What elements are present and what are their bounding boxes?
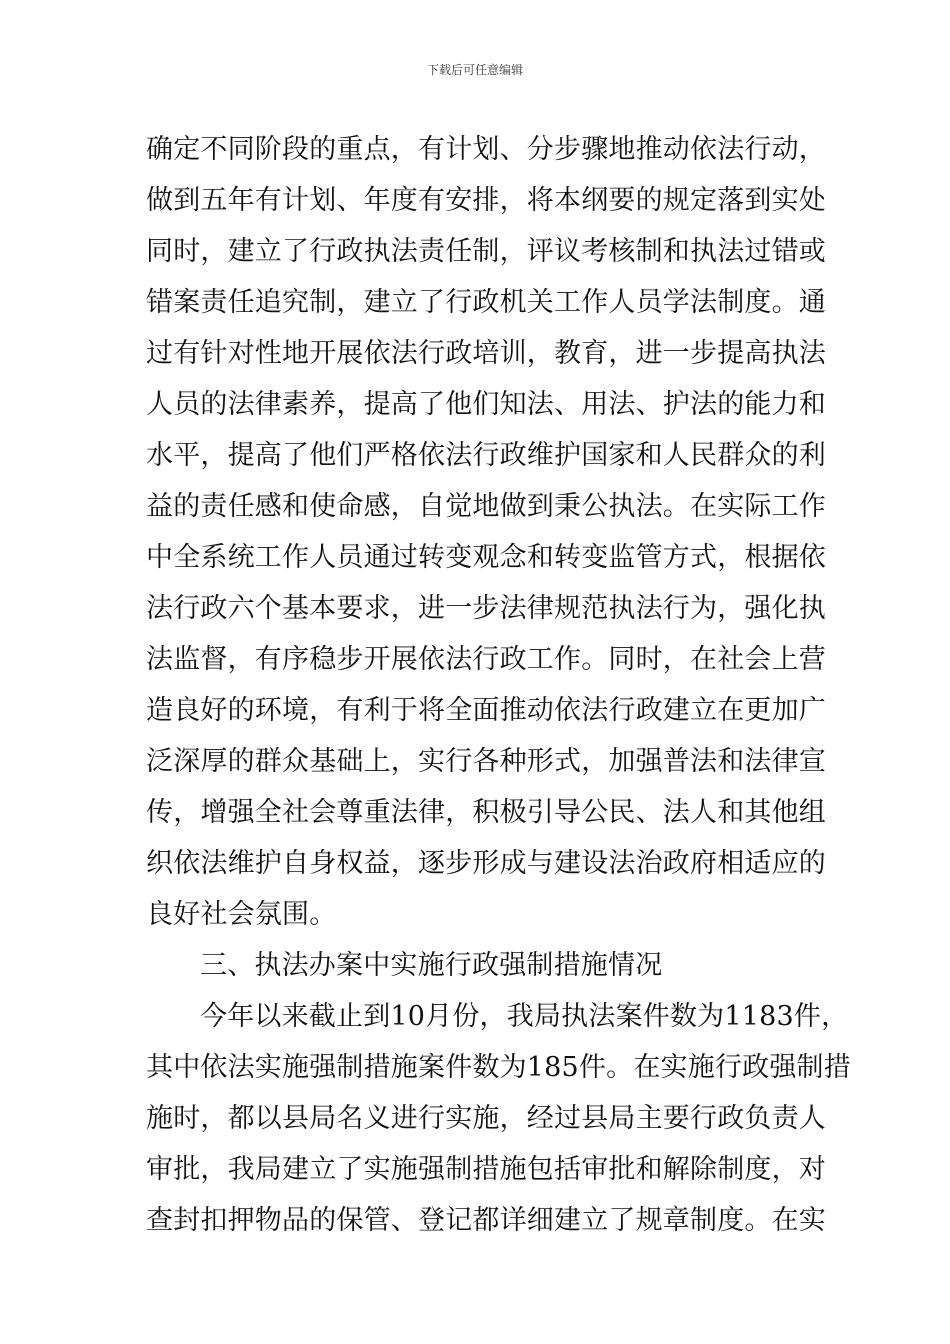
body-line-15: 织依法维护自身权益，逐步形成与建设法治政府相适应的 xyxy=(146,848,826,879)
body-line-16: 良好社会氛围。 xyxy=(146,899,337,930)
body-line-4: 错案责任追究制，建立了行政机关工作人员学法制度。通 xyxy=(146,287,826,318)
body-line-7: 水平，提高了他们严格依法行政维护国家和人民群众的利 xyxy=(146,440,826,471)
body-line-20: 施时，都以县局名义进行实施，经过县局主要行政负责人 xyxy=(146,1103,826,1134)
body-line-3: 同时，建立了行政执法责任制，评议考核制和执法过错或 xyxy=(146,236,826,267)
body-line-6: 人员的法律素养，提高了他们知法、用法、护法的能力和 xyxy=(146,389,826,420)
body-line-13: 泛深厚的群众基础上，实行各种形式，加强普法和法律宣 xyxy=(146,746,826,777)
section-heading: 三、执法办案中实施行政强制措施情况 xyxy=(200,950,663,981)
body-line-18: 今年以来截止到10月份，我局执法案件数为1183件， xyxy=(200,1001,849,1032)
body-line-21: 审批，我局建立了实施强制措施包括审批和解除制度，对 xyxy=(146,1154,826,1185)
body-line-2: 做到五年有计划、年度有安排，将本纲要的规定落到实处 xyxy=(146,185,826,216)
body-line-8: 益的责任感和使命感，自觉地做到秉公执法。在实际工作 xyxy=(146,491,826,522)
body-line-14: 传，增强全社会尊重法律，积极引导公民、法人和其他组 xyxy=(146,797,826,828)
body-line-19: 其中依法实施强制措施案件数为185件。在实施行政强制措 xyxy=(146,1052,851,1083)
body-line-1: 确定不同阶段的重点，有计划、分步骤地推动依法行动， xyxy=(146,134,826,165)
body-line-11: 法监督，有序稳步开展依法行政工作。同时，在社会上营 xyxy=(146,644,826,675)
body-line-10: 法行政六个基本要求，进一步法律规范执法行为，强化执 xyxy=(146,593,826,624)
body-line-5: 过有针对性地开展依法行政培训，教育，进一步提高执法 xyxy=(146,338,826,369)
body-line-9: 中全系统工作人员通过转变观念和转变监管方式，根据依 xyxy=(146,542,826,573)
body-line-22: 查封扣押物品的保管、登记都详细建立了规章制度。在实 xyxy=(146,1205,826,1236)
body-line-12: 造良好的环境，有利于将全面推动依法行政建立在更加广 xyxy=(146,695,826,726)
page-header-note: 下载后可任意编辑 xyxy=(426,63,523,77)
